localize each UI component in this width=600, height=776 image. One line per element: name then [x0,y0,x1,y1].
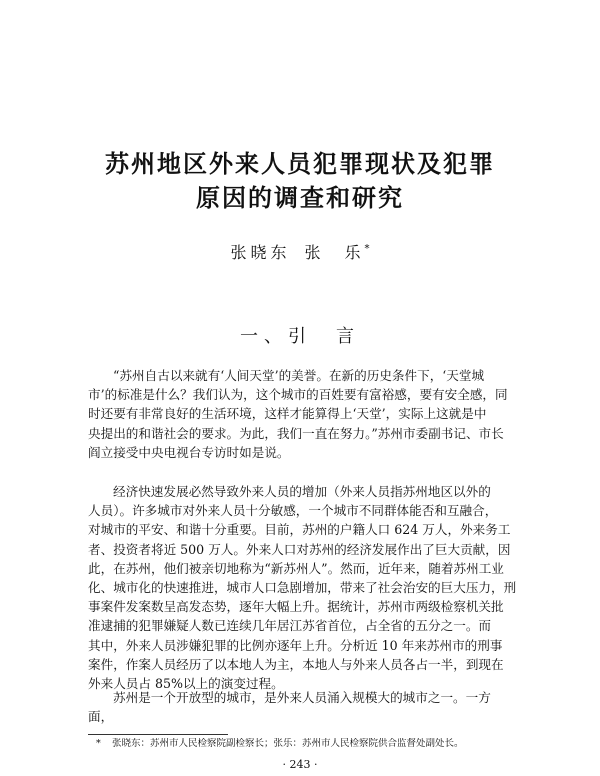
page-number: · 243 · [282,758,318,771]
paragraph-line: 外来人员占 85%以上的演变过程。 [88,676,284,692]
footnote-mark: * [96,738,101,749]
author-1: 张晓东 [230,243,291,262]
paragraph-line: 化、城市化的快速推进，城市人口急剧增加，带来了社会治安的巨大压力，刑 [88,580,517,596]
title-line-2: 原因的调查和研究 [196,184,404,212]
paragraph-3 [88,688,524,726]
author-2: 张 乐 [304,243,365,262]
paragraph-2 [88,482,524,693]
paragraph-line: 人员）。许多城市对外来人员十分敏感，一个城市不同群体能否和互融合， [88,503,498,519]
paragraph-line: “苏州自古以来就有‘人间天堂’的美誉。在新的历史条件下，‘天堂城 [113,368,485,383]
paragraph-line: 苏州是一个开放型的城市，是外来人员涌入规模大的城市之一。一方 [113,690,491,705]
paragraph-1 [88,366,524,462]
author-footnote-mark: * [364,243,370,255]
footnote [96,738,536,750]
footnote-text: 张晓东：苏州市人民检察院副检察长；张乐：苏州市人民检察院供合监督处副处长。 [112,738,464,749]
paragraph-line: 面， [88,709,114,725]
paragraph-line: 案件，作案人员经历了以本地人为主，本地人与外来人员各占一半，到现在 [88,656,504,672]
paragraph-line: 此，在苏州，他们被亲切地称为“新苏州人”。然而，近年来，随着苏州工业 [88,560,504,576]
paragraph-line: 经济快速发展必然导致外来人员的增加（外来人员指苏州地区以外的 [113,484,491,499]
paragraph-line: 央提出的和谐社会的要求。为此，我们一直在努力。”苏州市委副书记、市长 [88,425,504,441]
paragraph-line: 对城市的平安、和谐十分重要。目前，苏州的户籍人口 624 万人，外来务工 [88,522,511,538]
paragraph-line: 时还要有非常良好的生活环境，这样才能算得上‘天堂’，实际上这就是中 [88,406,487,422]
paragraph-line: 准逮捕的犯罪嫌疑人数已连续几年居江苏省首位，占全省的五分之一。而 [88,618,491,634]
section-heading: 一、引 言 [240,326,360,347]
authors [0,240,600,263]
footnote-divider [88,734,228,735]
paragraph-line: 阎立接受中央电视台专访时如是说。 [88,444,290,460]
title-line-1: 苏州地区外来人员犯罪现状及犯罪 [105,150,495,178]
paragraph-line: 者、投资者将近 500 万人。外来人口对苏州的经济发展作出了巨大贡献，因 [88,541,511,557]
paragraph-line: 事案件发案数呈高发态势，逐年大幅上升。据统计，苏州市两级检察机关批 [88,599,504,615]
paragraph-line: 其中，外来人员涉嫌犯罪的比例亦逐年上升。分析近 10 年来苏州市的刑事 [88,637,503,653]
paragraph-line: 市’的标准是什么？我们认为，这个城市的百姓要有富裕感，要有安全感，同 [88,387,508,403]
